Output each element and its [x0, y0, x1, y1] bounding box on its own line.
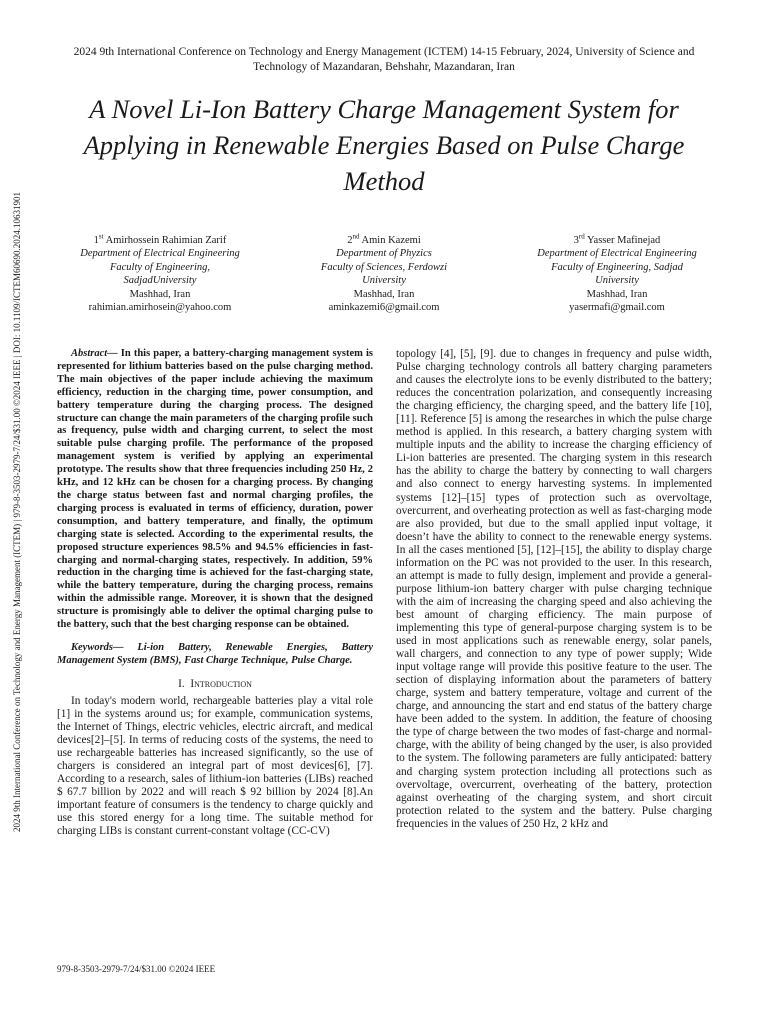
author-1: [55, 234, 265, 314]
side-identifier-text: 2024 9th International Conference on Technology and Energy Management (ICTEM) | 979-8-3503-2979-7/24/$31.00 ©2024 IEEE | DOI: 10.1109/ICTEM60690.2024.10631901: [12, 191, 22, 833]
keywords-body: Li-ion Battery, Renewable Energies, Battery Management System (BMS), Fast Charge Technique, Pulse Charge.: [57, 641, 373, 666]
author-ordinal-suffix: st: [98, 232, 104, 241]
keywords-paragraph: [57, 642, 373, 668]
author-dept-line: Department of Phyzics: [336, 248, 432, 260]
section-title: Introduction: [190, 677, 252, 690]
section-number: I.: [178, 677, 185, 690]
keywords: [57, 642, 373, 668]
author-3-name-line: [512, 234, 722, 247]
author-name: Yasser Mafinejad: [587, 235, 661, 246]
author-dept-line: University: [595, 275, 639, 287]
author-ordinal: 2: [347, 235, 353, 246]
author-email[interactable]: yasermafi@gmail.com: [569, 302, 665, 314]
intro-paragraph-right: topology [4], [5], [9]. due to changes in frequency and pulse width, Pulse charging technology controls all battery charging parameters and causes the electrolyte ions to be evenly distributed to the battery; reduces the concentration polarization, and consequently increasing the charging efficiency, the charging speed, and the battery life [10], [11]. Reference [5] is among the researches in which the pulse charge method is applied. In this research, a battery charging system with multiple inputs and the ability to increase the charging efficiency of Li-ion batteries are presented. The charging system in this research has the ability to charge the battery by connecting to wall chargers and also connect to energy harvesting systems. In implemented systems [12]–[15] types of protection such as overvoltage, overcurrent, and overheating protection as well as fast-charging mode are also provided, but due to the small applied input voltage, it doesn’t have the ability to connect to the renewable energy systems. In all the cases mentioned [5], [12]–[15], the ability to display charge information on the PC was not provided to the user. In this research, an attempt is made to fully design, implement and provide a general-purpose lithium-ion battery charger with pulse charging technique with the aim of increasing the charging speed and also achieving the best amount of charging efficiency. The main purpose of implementing this type of general-purpose charging system is to be used in most applications such as renewable energy, solar panels, wall chargers, and connection to any type of power supply; Wide input voltage range will provide this positive feature to the user. The section of displaying information about the parameters of battery charge, system and battery temperature, voltage and current of the charge, and announcing the start and end status of the battery charge have been added to the system. In addition, the feature of choosing the type of charge between the two modes of fast-charge and normal-charge, with the ability of being changed by the user, is also provided to the system. The following parameters are fully anticipated: battery and charging system protection including all protections such as overvoltage, overcurrent, overheating of the battery, protection against overheating of the charging system, and short circuit protection related to the system and the battery. Pulse charging frequencies in the values of 250 Hz, 2 kHz and: [396, 348, 712, 830]
author-name: Amin Kazemi: [361, 235, 421, 246]
author-email[interactable]: rahimian.amirhosein@yahoo.com: [88, 302, 232, 314]
abstract: [57, 348, 373, 632]
paper-title: A Novel Li-Ion Battery Charge Management System for Applying in Renewable Energies Based on Pulse Charge Method: [83, 94, 685, 196]
author-dept-line: Faculty of Sciences, Ferdowzi: [320, 261, 448, 273]
abstract-paragraph: [57, 348, 373, 632]
author-2-name-line: [279, 234, 489, 247]
keywords-lead: Keywords—: [71, 641, 124, 653]
author-ordinal: 1: [93, 235, 99, 246]
author-dept-line: Department of Electrical Engineering: [80, 248, 240, 260]
author-dept-line: University: [362, 275, 406, 287]
author-dept-line: SadjadUniversity: [123, 275, 197, 287]
author-email[interactable]: aminkazemi6@gmail.com: [328, 302, 440, 314]
author-city: Mashhad, Iran: [353, 288, 415, 300]
author-1-name-line: [55, 234, 265, 247]
author-dept-line: Department of Electrical Engineering: [537, 248, 697, 260]
author-city: Mashhad, Iran: [129, 288, 191, 300]
author-ordinal-suffix: rd: [578, 232, 585, 241]
author-dept-line: Faculty of Engineering,: [109, 261, 211, 273]
abstract-body: In this paper, a battery-charging management system is represented for lithium batteries based on the pulse charging method. The main objectives of the paper include achieving the maximum efficiency, reduction in the charging time, power consumption, and battery temperature during the charging process. The designed structure can change the main parameters of the charging profile such as frequency, pulse width and charging current, to select the most suitable pulse charging profile. The performance of the proposed management system is verified by applying an experimental prototype. The results show that three frequencies including 250 Hz, 2 kHz, and 12 kHz can be chosen for a charging process. By changing the charge status between fast and normal charging profiles, the charging process is evaluated in terms of efficiency, duration, power consumption, and battery temperature, and finally, the optimum charging state is selected. According to the experimental results, the proposed structure experiences 98.5% and 94.5% efficiencies in fast-charging and normal-charging states, respectively. In addition, 59% reduction in the charging time is achieved for the fast-charging state, while the battery temperature, during the charging process, remains within the admissible range. Moreover, it is shown that the designed structure is promisingly able to deliver the optimal charging pulse to the battery, such that the best charging response can be obtained.: [57, 348, 373, 631]
author-ordinal-suffix: nd: [352, 232, 360, 241]
left-column: [57, 348, 373, 838]
author-dept-line: Faculty of Engineering, Sadjad: [551, 261, 683, 273]
authors-block: [0, 234, 768, 320]
intro-paragraph-left: In today's modern world, rechargeable batteries play a vital role [1] in the systems around us; for example, communication systems, the Internet of Things, electric vehicles, electric aircraft, and medical devices[2]–[5]. In terms of reducing costs of the systems, the need to use rechargeable batteries has increased significantly, so the use of chargers is considered an integral part of most devices[6], [7]. According to a research, sales of lithium-ion batteries (LIBs) reached $ 67.7 billion by 2022 and will reach $ 92 billion by 2024 [8].An important feature of consumers is the tendency to charge quickly and use this stored energy for a long time. The suitable method for charging LIBs is constant current-constant voltage (CC-CV): [57, 694, 373, 838]
section-heading: [57, 678, 373, 691]
author-ordinal: 3: [573, 235, 579, 246]
author-name: Amirhossein Rahimian Zarif: [105, 235, 227, 246]
abstract-lead: Abstract—: [71, 348, 118, 359]
author-2: [279, 234, 489, 314]
right-column: [396, 348, 712, 831]
author-city: Mashhad, Iran: [586, 288, 648, 300]
conference-line: 2024 9th International Conference on Technology and Energy Management (ICTEM) 14-15 February, 2024, University of Science and Technology of Mazandaran, Behshahr, Mazandaran, Iran: [73, 46, 695, 73]
footer-copyright: 979-8-3503-2979-7/24/$31.00 ©2024 IEEE: [57, 964, 216, 974]
author-3: [512, 234, 722, 314]
